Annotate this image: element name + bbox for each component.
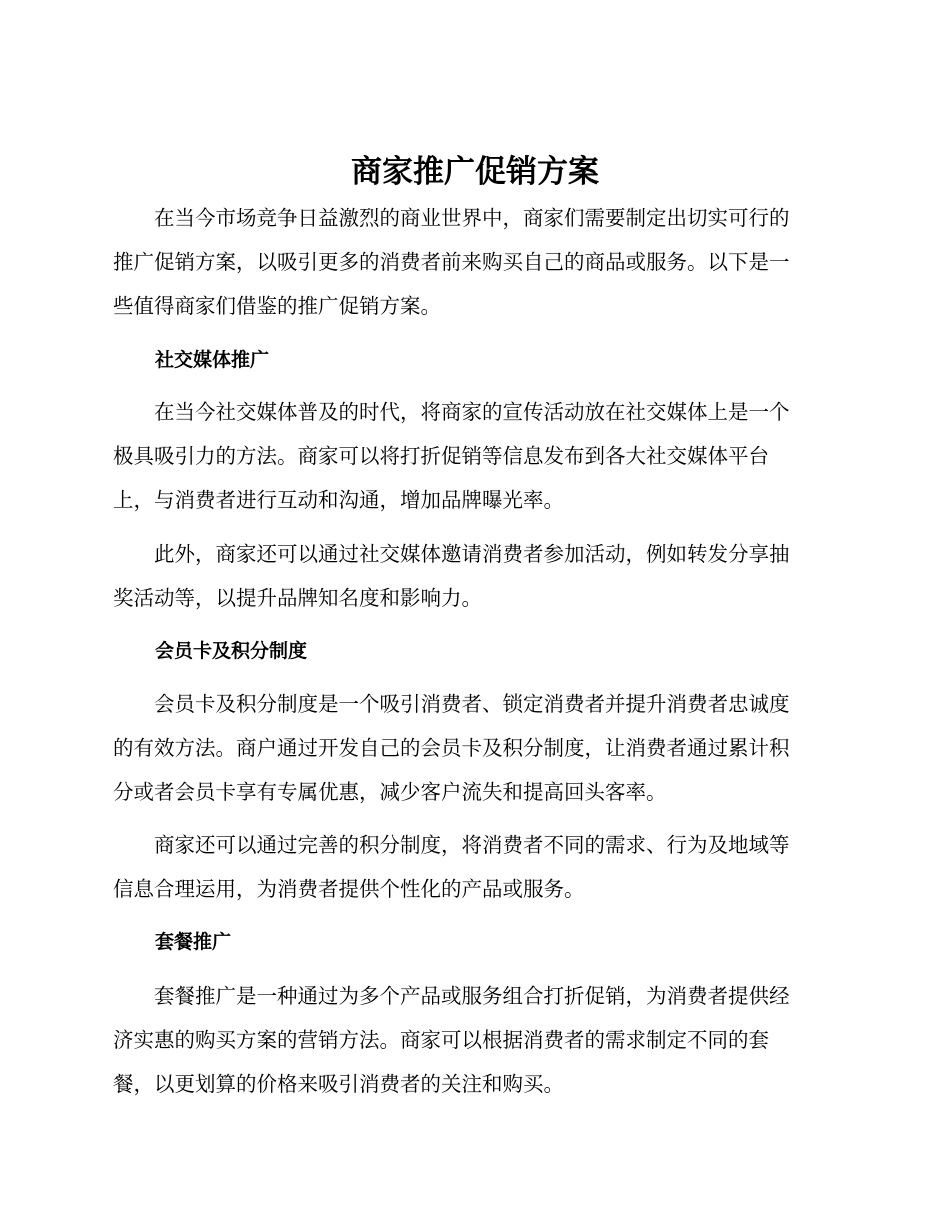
section-heading-package: 套餐推广: [155, 931, 232, 953]
paragraph-line: 奖活动等，以提升品牌知名度和影响力。: [113, 586, 482, 610]
document-title: 商家推广促销方案: [351, 154, 599, 190]
paragraph-line: 上，与消费者进行互动和沟通，增加品牌曝光率。: [113, 488, 564, 512]
paragraph-line: 此外，商家还可以通过社交媒体邀请消费者参加活动，例如转发分享抽: [113, 542, 790, 566]
section-heading-social-media: 社交媒体推广: [155, 349, 270, 371]
paragraph-line: 商家还可以通过完善的积分制度，将消费者不同的需求、行为及地域等: [113, 833, 790, 857]
paragraph-line: 餐，以更划算的价格来吸引消费者的关注和购买。: [113, 1072, 564, 1096]
paragraph-line: 套餐推广是一种通过为多个产品或服务组合打折促销，为消费者提供经: [113, 984, 790, 1008]
paragraph-line: 的有效方法。商户通过开发自己的会员卡及积分制度，让消费者通过累计积: [113, 736, 790, 760]
paragraph-line: 济实惠的购买方案的营销方法。商家可以根据消费者的需求制定不同的套: [113, 1028, 769, 1052]
paragraph-line: 极具吸引力的方法。商家可以将打折促销等信息发布到各大社交媒体平台: [113, 444, 769, 468]
intro-line-3: 些值得商家们借鉴的推广促销方案。: [113, 294, 441, 318]
section-heading-membership: 会员卡及积分制度: [155, 640, 308, 662]
paragraph-line: 在当今社交媒体普及的时代，将商家的宣传活动放在社交媒体上是一个: [113, 400, 790, 424]
intro-line-1: 在当今市场竞争日益激烈的商业世界中，商家们需要制定出切实可行的: [113, 206, 790, 230]
paragraph-line: 信息合理运用，为消费者提供个性化的产品或服务。: [113, 877, 585, 901]
paragraph-line: 会员卡及积分制度是一个吸引消费者、锁定消费者并提升消费者忠诚度: [113, 692, 790, 716]
paragraph-line: 分或者会员卡享有专属优惠，减少客户流失和提高回头客率。: [113, 780, 667, 804]
intro-line-2: 推广促销方案，以吸引更多的消费者前来购买自己的商品或服务。以下是一: [113, 250, 790, 274]
